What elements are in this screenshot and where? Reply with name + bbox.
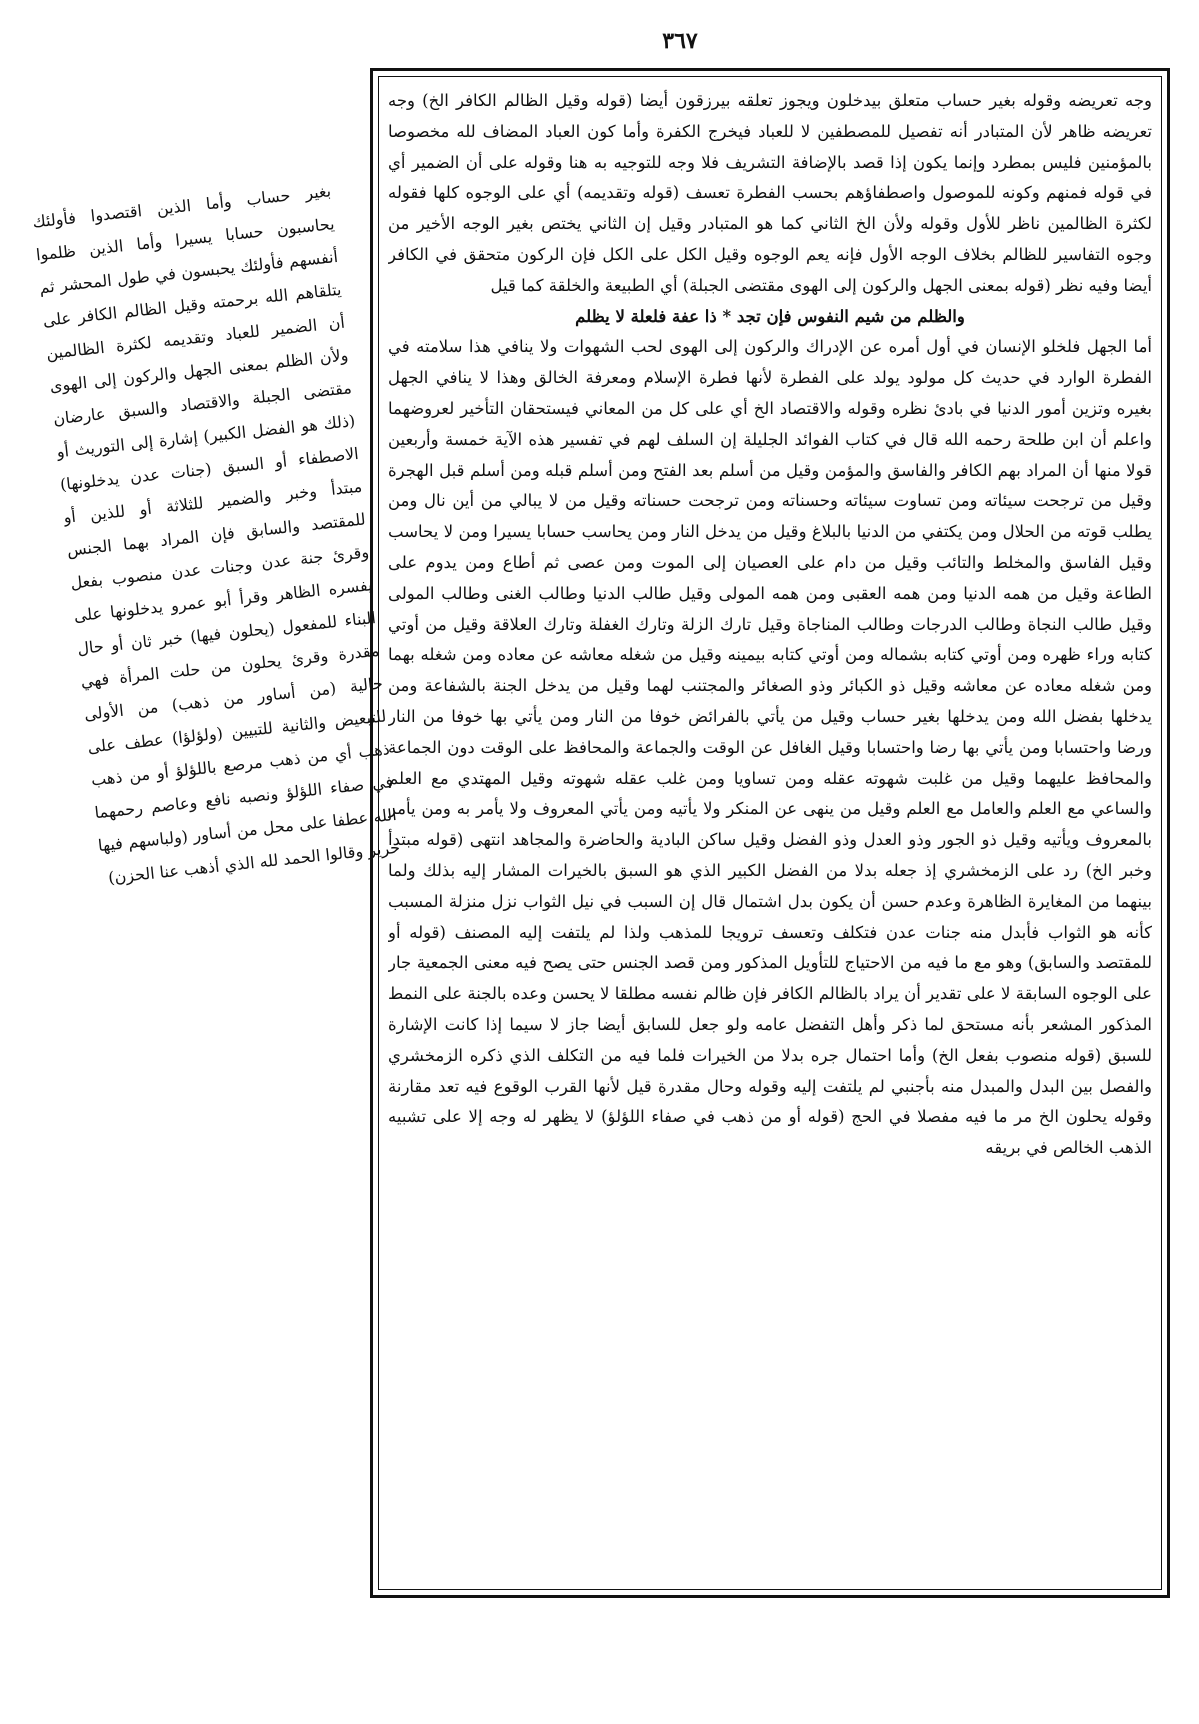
page-number: ٣٦٧ <box>662 28 698 54</box>
commentary-paragraph-1: وجه تعريضه وقوله بغير حساب متعلق بيدخلون ويجوز تعلقه بيرزقون أيضا (قوله وقيل الظالم الكافر الخ) وجه تعريضه ظاهر لأن المتبادر أنه تفصيل للمصطفين لا للعباد فيخرج الكفرة وأما كون العباد المضاف لله مخصوصا بالمؤمنين فليس بمطرد وإنما يكون إذا قصد بالإضافة التشريف فلا وجه للتوجيه به هنا وقوله على أن الضمير أي في قوله فمنهم وكونه للموصول واصطفاؤهم بحسب الفطرة تعسف (قوله وتقديمه) أي على الوجوه كلها فقوله لكثرة الظالمين ناظر للأول وقوله ولأن الخ الثاني كما هو المتبادر وقيل إن الثاني يختص بغير الوجه الأخير من وجوه التفاسير للظالم بخلاف الوجه الأول فإنه يعم الوجوه وقيل الكل على الكل فإن الركون متحقق في الكافر أيضا وفيه نظر (قوله بمعنى الجهل والركون إلى الهوى مقتضى الجبلة) أي الطبيعة والخلقة كما قيل <box>388 91 1152 295</box>
commentary-text-block <box>388 86 1152 1582</box>
poetry-verse: والظلم من شيم النفوس فإن تجد * ذا عفة فلعلة لا يظلم <box>575 306 965 326</box>
commentary-paragraph-2: أما الجهل فلخلو الإنسان في أول أمره عن الإدراك والركون إلى الهوى لحب الشهوات ولا ينافي هذا سلامته في الفطرة الوارد في حديث كل مولود يولد على الفطرة لأنها فطرة الإسلام ومعرفة الخالق وهذا لا ينافي الجهل بغيره وتزين أمور الدنيا في بادئ نظره وقوله والاقتصاد الخ أي على كل من المعاني فيستحقان التأخير لعروضهما واعلم أن ابن طلحة رحمه الله قال في كتاب الفوائد الجليلة إن السلف لهم في تفسير هذه الآية خمسة وأربعين قولا منها أن المراد بهم الكافر والفاسق والمؤمن وقيل من أسلم بعد الفتح ومن أسلم قبله ومن أسلم قبل الهجرة وقيل من ترجحت سيئاته ومن تساوت سيئاته وحسناته ومن ترجحت حسناته وقيل من لا يبالي من أين نال ومن يطلب قوته من الحلال ومن يكتفي من الدنيا بالبلاغ وقيل من يدخل النار ومن يحاسب حسابا يسيرا ومن لا يحاسب وقيل الفاسق والمخلط والتائب وقيل من دام على العصيان إلى الموت ومن عصى ثم أطاع ومن يدوم على الطاعة وقيل من همه الدنيا ومن همه العقبى ومن همه المولى وقيل طالب الدنيا وطالب الغنى وطالب المولى وقيل طالب النجاة وطالب الدرجات وطالب المناجاة وقيل تارك الزلة وتارك الغفلة وتارك العلاقة وقيل من أوتي كتابه وراء ظهره ومن أوتي كتابه بشماله ومن أوتي كتابه بيمينه وقيل من شغله معاشه عن معاده ومن شغله بهما ومن شغله معاده عن معاشه وقيل ذو الكبائر وذو الصغائر والمجتنب لهما وقيل من يدخل الجنة بالشفاعة ومن يدخلها بفضل الله ومن يدخلها بغير حساب وقيل من يأتي بالفرائض خوفا من النار ومن يأتي بها خوفا من النار ورضا واحتسابا ومن يأتي بها رضا واحتسابا وقيل الغافل عن الوقت والجماعة والمحافظ على الوقت دون الجماعة والمحافظ عليهما وقيل من غلبت شهوته عقله ومن تساويا ومن غلب عقله شهوته وقيل المهتدي مع العلم والساعي مع العلم والعامل مع العلم وقيل من ينهى عن المنكر ولا يأتيه ومن يأتي المعروف ولا يأمر به ومن يأمر بالمعروف ويأتيه وقيل ذو الجور وذو العدل وذو الفضل وقيل ساكن البادية والحاضرة والمجاهد انتهى (قوله مبتدأ وخبر الخ) رد على الزمخشري إذ جعله بدلا من الفضل الكبير الذي هو السبق بالخيرات المشار إليه بذلك ولما بينهما من المغايرة الظاهرة وعدم حسن أن يكون بدل اشتمال قال إن السبب في نيل الثواب نزل منزلة المسبب كأنه هو الثواب فأبدل منه جنات عدن فتكلف وتعسف ترويجا للمذهب ولذا لم يلتفت إليه المصنف (قوله أو للمقتصد والسابق) وهو مع ما فيه من الاحتياج للتأويل المذكور ومن قصد الجنس حتى يصح فيه معنى الجمعية جار على الوجوه السابقة لا على تقدير أن يراد بالظالم الكافر فإن ظالم نفسه مطلقا لا يحسن وعده بالجنة على النمط المذكور المشعر بأنه مستحق لما ذكر وأهل التفضل عامه ولو جعل للسابق أيضا جاز لا سيما إذا كانت الإشارة للسبق (قوله منصوب بفعل الخ) وأما احتمال جره بدلا من الخيرات فلما فيه من التكلف الذي ذكره الزمخشري والفصل بين البدل والمبدل منه بأجنبي لم يلتفت إليه وقوله وحال مقدرة قيل لأنها القرب الوقوع فيه تعد مقارنة وقوله يحلون الخ مر ما فيه مفصلا في الحج (قوله أو من ذهب في صفاء اللؤلؤ) لا يظهر له وجه إلا على تشبيه الذهب الخالص في بريقه <box>388 337 1152 1158</box>
margin-text: بغير حساب وأما الذين اقتصدوا فأولئك يحاسبون حسابا يسيرا وأما الذين ظلموا أنفسهم فأولئك يحبسون في طول المحشر ثم يتلقاهم الله برحمته وقيل الظالم الكافر على أن الضمير للعباد وتقديمه لكثرة الظالمين ولأن الظلم بمعنى الجهل والركون إلى الهوى مقتضى الجبلة والاقتصاد والسبق عارضان (ذلك هو الفضل الكبير) إشارة إلى التوريث أو الاصطفاء أو السبق (جنات عدن يدخلونها) مبتدأ وخبر والضمير للثلاثة أو للذين أو للمقتصد والسابق فإن المراد بهما الجنس وقرئ جنة عدن وجنات عدن منصوب بفعل يفسره الظاهر وقرأ أبو عمرو يدخلونها على البناء للمفعول (يحلون فيها) خبر ثان أو حال مقدرة وقرئ يحلون من حلت المرأة فهي حالية (من أساور من ذهب) من الأولى للتبعيض والثانية للتبيين (ولؤلؤا) عطف على ذهب أي من ذهب مرصع باللؤلؤ أو من ذهب في صفاء اللؤلؤ ونصبه نافع وعاصم رحمهما الله عطفا على محل من أساور (ولباسهم فيها حرير وقالوا الحمد لله الذي أذهب عنا الحزن) <box>31 181 401 888</box>
